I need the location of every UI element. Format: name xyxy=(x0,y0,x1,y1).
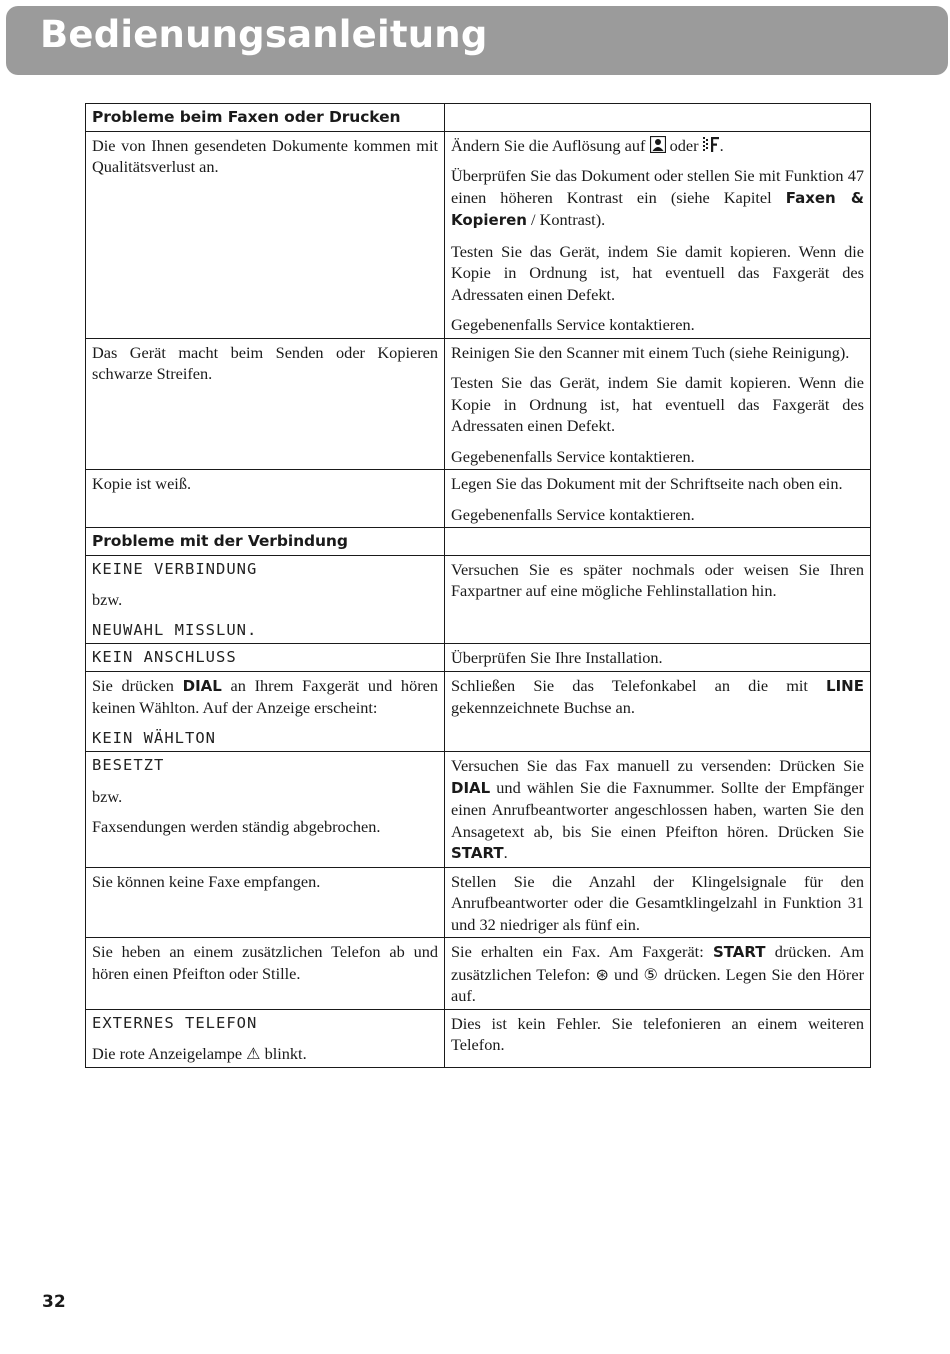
star-key-icon: ⊛ xyxy=(595,964,609,984)
solution-cell xyxy=(445,938,871,1010)
solution-text: Überprüfen Sie das Dokument oder stellen Sie mit Funktion 47 einen höheren Kontrast ein (siehe Kapitel Faxen & Kopieren / Kontrast). xyxy=(451,166,864,229)
solution-text: Gegebenenfalls Service kontaktieren. xyxy=(451,446,695,466)
problem-text: Die rote Anzeigelampe ⚠ blinkt. xyxy=(92,1044,307,1063)
solution-cell xyxy=(445,1009,871,1067)
dial-key-label: DIAL xyxy=(182,676,222,695)
section-header-row xyxy=(86,528,871,556)
fine-resolution-icon xyxy=(703,136,720,153)
section-title: Probleme beim Faxen oder Drucken xyxy=(86,104,445,132)
solution-cell xyxy=(445,470,871,528)
table-row xyxy=(86,338,871,470)
problem-text: Das Gerät macht beim Senden oder Kopieren schwarze Streifen. xyxy=(92,342,438,383)
problem-cell xyxy=(86,752,445,868)
problem-cell xyxy=(86,338,445,470)
start-key-label: START xyxy=(712,943,766,961)
problem-cell xyxy=(86,644,445,672)
solution-text: Versuchen Sie das Fax manuell zu versenden: Drücken Sie DIAL und wählen Sie die Faxnummer. Sollte der Empfänger einen Anrufbeantworter angeschlossen haben, warten Sie den Ansagetext ab, bis Sie einen Pfeifton hören. Drücken Sie START. xyxy=(451,756,864,862)
solution-text: Ändern Sie die Auflösung auf oder . xyxy=(451,135,724,155)
problem-text: Kopie ist weiß. xyxy=(92,474,192,493)
solution-cell xyxy=(445,671,871,752)
problem-cell xyxy=(86,938,445,1010)
solution-text: Testen Sie das Gerät, indem Sie damit kopieren. Wenn die Kopie in Ordnung ist, hat eventuell das Faxgerät des Adressaten einen Defekt. xyxy=(451,241,864,304)
display-message: KEIN WÄHLTON xyxy=(92,728,216,747)
problem-text: Sie heben an einem zusätzlichen Telefon ab und hören einen Pfeifton oder Stille. xyxy=(92,942,438,983)
solution-cell xyxy=(445,644,871,672)
display-message: KEINE VERBINDUNG xyxy=(92,559,258,578)
solution-text: Gegebenenfalls Service kontaktieren. xyxy=(451,504,695,524)
solution-text: Legen Sie das Dokument mit der Schriftseite nach oben ein. xyxy=(451,474,843,493)
problem-text: Die von Ihnen gesendeten Dokumente kommen mit Qualitätsverlust an. xyxy=(92,135,438,176)
chapter-name: Faxen & Kopieren xyxy=(451,188,864,229)
solution-text: Sie erhalten ein Fax. Am Faxgerät: START drücken. Am zusätzlichen Telefon: ⊛ und ⑤ drücken. Legen Sie den Hörer auf. xyxy=(451,942,865,1005)
problem-text: bzw. xyxy=(92,786,123,806)
solution-cell xyxy=(445,752,871,868)
display-message: KEIN ANSCHLUSS xyxy=(92,648,237,666)
solution-text: Schließen Sie das Telefonkabel an die mit LINE gekennzeichnete Buchse an. xyxy=(451,675,864,717)
solution-text: Reinigen Sie den Scanner mit einem Tuch (siehe Reinigung). xyxy=(451,342,850,362)
table-row xyxy=(86,131,871,338)
section-header-row xyxy=(86,104,871,132)
dial-key-label: DIAL xyxy=(451,778,491,797)
problem-text: Sie können keine Faxe empfangen. xyxy=(92,871,321,891)
problem-cell xyxy=(86,555,445,644)
table-row xyxy=(86,671,871,752)
table-row xyxy=(86,752,871,868)
problem-text: Faxsendungen werden ständig abgebrochen. xyxy=(92,817,381,836)
table-row xyxy=(86,1009,871,1067)
photo-resolution-icon xyxy=(650,136,666,153)
page-title: Bedienungsanleitung xyxy=(40,13,488,56)
display-message: BESETZT xyxy=(92,756,165,774)
solution-text: Gegebenenfalls Service kontaktieren. xyxy=(451,315,695,334)
problem-text: Sie drücken DIAL an Ihrem Faxgerät und hören keinen Wählton. Auf der Anzeige erscheint: xyxy=(92,675,439,717)
solution-cell xyxy=(445,131,871,338)
section-title-empty-cell xyxy=(445,104,871,132)
solution-text: Versuchen Sie es später nochmals oder weisen Sie Ihren Faxpartner auf eine mögliche Fehlinstallation hin. xyxy=(451,559,864,600)
solution-text: Stellen Sie die Anzahl der Klingelsignale für den Anrufbeantworter oder die Gesamtklingelzahl in Funktion 31 und 32 niedriger als fünf ein. xyxy=(451,871,864,934)
solution-cell xyxy=(445,338,871,470)
table-row xyxy=(86,644,871,672)
problem-text: bzw. xyxy=(92,590,123,609)
solution-text: Testen Sie das Gerät, indem Sie damit kopieren. Wenn die Kopie in Ordnung ist, hat eventuell das Faxgerät des Adressaten einen Defekt. xyxy=(451,373,864,435)
solution-cell xyxy=(445,867,871,938)
line-key-label: LINE xyxy=(826,676,864,695)
troubleshooting-table xyxy=(85,103,871,1068)
section-title: Probleme mit der Verbindung xyxy=(86,528,445,556)
solution-text: Überprüfen Sie Ihre Installation. xyxy=(451,648,663,667)
solution-cell xyxy=(445,555,871,644)
display-message: EXTERNES TELEFON xyxy=(92,1013,258,1032)
section-title-empty-cell xyxy=(445,528,871,556)
table-row xyxy=(86,555,871,644)
warning-lamp-icon: ⚠ xyxy=(246,1044,261,1063)
problem-cell xyxy=(86,1009,445,1067)
solution-text: Dies ist kein Fehler. Sie telefonieren an einem weiteren Telefon. xyxy=(451,1013,864,1054)
table-row xyxy=(86,470,871,528)
table-row xyxy=(86,867,871,938)
problem-cell xyxy=(86,671,445,752)
problem-cell xyxy=(86,867,445,938)
problem-cell xyxy=(86,131,445,338)
five-key-icon: ⑤ xyxy=(643,964,659,984)
display-message: NEUWAHL MISSLUN. xyxy=(92,620,258,639)
problem-cell xyxy=(86,470,445,528)
page-number: 32 xyxy=(42,1292,66,1312)
table-row xyxy=(86,938,871,1010)
start-key-label: START xyxy=(451,844,504,862)
